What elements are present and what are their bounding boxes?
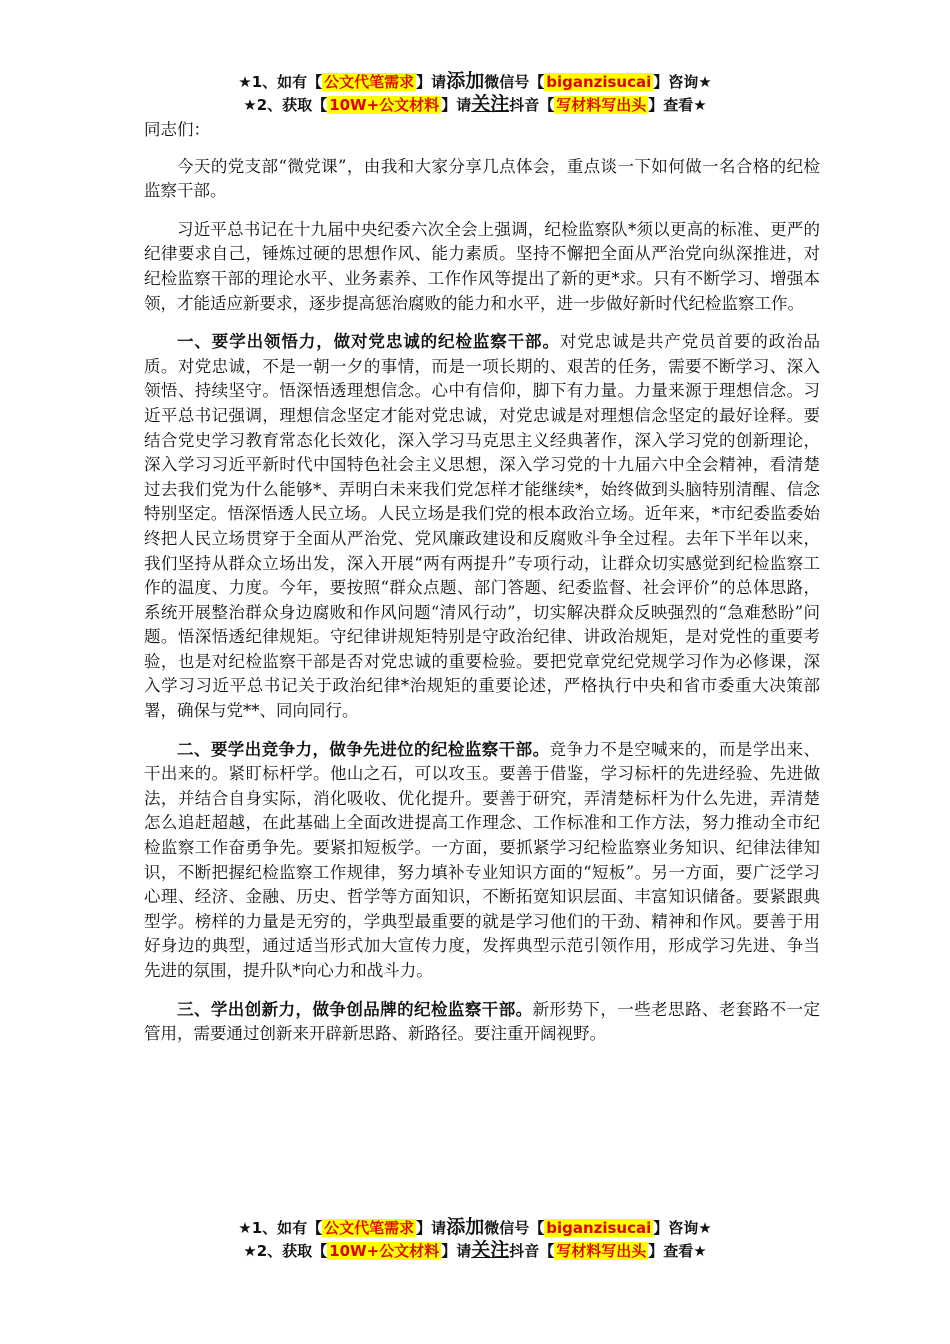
promo-highlight: 10W+公文材料 bbox=[329, 96, 440, 114]
section-3-body: 新形势下，一些老思路、老套路不一定管用，需要通过创新来开辟新思路、新路径。要注重开阔视野。 bbox=[144, 999, 821, 1044]
promo-text: 】请 bbox=[441, 1242, 472, 1260]
promo-highlight: biganzisucai bbox=[546, 1219, 652, 1237]
promo-highlight: 10W+公文材料 bbox=[329, 1242, 440, 1260]
promo-line-2 bbox=[0, 1239, 950, 1262]
promo-emphasis: 关注 bbox=[471, 93, 510, 115]
section-1-body: 对党忠诚是共产党员首要的政治品质。对党忠诚，不是一朝一夕的事情，而是一项长期的、艰苦的任务，需要不断学习、深入领悟、持续坚守。悟深悟透理想信念。心中有信仰，脚下有力量。力量来源于理想信念。习近平总书记强调，理想信念坚定才能对党忠诚，对党忠诚是对理想信念坚定的最好诠释。要结合党史学习教育常态化长效化，深入学习马克思主义经典著作，深入学习党的创新理论，深入学习习近平新时代中国特色社会主义思想，深入学习党的十九届六中全会精神，看清楚过去我们党为什么能够*、弄明白未来我们党怎样才能继续*，始终做到头脑特别清醒、信念特别坚定。悟深悟透人民立场。人民立场是我们党的根本政治立场。近年来，*市纪委监委始终把人民立场贯穿于全面从严治党、党风廉政建设和反腐败斗争全过程。去年下半年以来，我们坚持从群众立场出发，深入开展“两有两提升”专项行动，让群众切实感觉到纪检监察工作的温度、力度。今年，要按照“群众点题、部门答题、纪委监督、社会评价”的总体思路，系统开展整治群众身边腐败和作风问题“清风行动”，切实解决群众反映强烈的“急难愁盼”问题。悟深悟透纪律规矩。守纪律讲规矩特别是守政治纪律、讲政治规矩，是对党性的重要考验，也是对纪检监察干部是否对党忠诚的重要检验。要把党章党纪党规学习作为必修课，深入学习习近平总书记关于政治纪律*治规矩的重要论述，严格执行中央和省市委重大决策部署，确保与党**、同向同行。 bbox=[144, 332, 821, 721]
section-2-body: 竞争力不是空喊来的，而是学出来、干出来的。紧盯标杆学。他山之石，可以攻玉。要善于借鉴，学习标杆的先进经验、先进做法，并结合自身实际，消化吸收、优化提升。要善于研究，弄清楚标杆为什么先进，弄清楚怎么追赶超越，在此基础上全面改进提高工作理念、工作标准和工作方法，努力推动全市纪检监察工作奋勇争先。要紧扣短板学。一方面，要抓紧学习纪检监察业务知识、纪律法律知识，不断把握纪检监察工作规律，努力填补专业知识方面的“短板”。另一方面，要广泛学习心理、经济、金融、历史、哲学等方面知识，不断拓宽知识层面、丰富知识储备。要紧跟典型学。榜样的力量是无穷的，学典型最重要的就是学习他们的干劲、精神和作风。要善于用好身边的典型，通过适当形式加大宣传力度，发挥典型示范引领作用，形成学习先进、争当先进的氛围，提升队*向心力和战斗力。 bbox=[144, 739, 821, 980]
promo-text: 微信号【 bbox=[484, 73, 545, 91]
promo-text: ★2、获取【 bbox=[243, 1242, 328, 1260]
promo-text: ★2、获取【 bbox=[243, 96, 328, 114]
promo-text: 】咨询★ bbox=[653, 1219, 712, 1237]
section-2-heading: 二、要学出竞争力，做争先进位的纪检监察干部。 bbox=[177, 739, 550, 759]
promo-text: ★1、如有【 bbox=[238, 73, 323, 91]
section-1-paragraph bbox=[144, 330, 820, 724]
context-paragraph: 习近平总书记在十九届中央纪委六次全会上强调，纪检监察队*须以更高的标准、更严的纪律要求自己，锤炼过硬的思想作风、能力素质。坚持不懈把全面从严治党向纵深推进，对纪检监察干部的理论水平、业务素养、工作作风等提出了新的更*求。只有不断学习、增强本领，才能适应新要求，逐步提高惩治腐败的能力和水平，进一步做好新时代纪检监察工作。 bbox=[144, 219, 820, 313]
section-3-heading: 三、学出创新力，做争创品牌的纪检监察干部。 bbox=[177, 999, 533, 1019]
greeting: 同志们： bbox=[144, 120, 210, 139]
promo-text: 抖音【 bbox=[509, 1242, 555, 1260]
promo-text: 微信号【 bbox=[484, 1219, 545, 1237]
promo-banner-top bbox=[0, 70, 950, 116]
promo-line-2 bbox=[0, 93, 950, 116]
section-3-paragraph bbox=[144, 998, 820, 1047]
promo-line-1 bbox=[0, 70, 950, 93]
promo-text: 】请 bbox=[441, 96, 472, 114]
promo-highlight: 公文代笔需求 bbox=[324, 73, 415, 91]
promo-text: 】请 bbox=[416, 1219, 447, 1237]
promo-text: 】咨询★ bbox=[653, 73, 712, 91]
promo-emphasis: 添加 bbox=[446, 70, 485, 92]
promo-highlight: 公文代笔需求 bbox=[324, 1219, 415, 1237]
promo-emphasis: 关注 bbox=[471, 1239, 510, 1261]
promo-text: ★1、如有【 bbox=[238, 1219, 323, 1237]
promo-emphasis: 添加 bbox=[446, 1216, 485, 1238]
promo-text: 】查看★ bbox=[648, 96, 707, 114]
promo-line-1 bbox=[0, 1216, 950, 1239]
promo-highlight: 写材料写出头 bbox=[556, 96, 647, 114]
intro-paragraph: 今天的党支部“微党课”，由我和大家分享几点体会，重点谈一下如何做一名合格的纪检监察干部。 bbox=[144, 156, 820, 201]
document-body bbox=[144, 118, 820, 1061]
promo-highlight: 写材料写出头 bbox=[556, 1242, 647, 1260]
promo-text: 】查看★ bbox=[648, 1242, 707, 1260]
section-2-paragraph bbox=[144, 738, 820, 984]
promo-highlight: biganzisucai bbox=[546, 73, 652, 91]
promo-text: 抖音【 bbox=[509, 96, 555, 114]
promo-banner-bottom bbox=[0, 1216, 950, 1262]
promo-text: 】请 bbox=[416, 73, 447, 91]
section-1-heading: 一、要学出领悟力，做对党忠诚的纪检监察干部。 bbox=[177, 332, 560, 352]
